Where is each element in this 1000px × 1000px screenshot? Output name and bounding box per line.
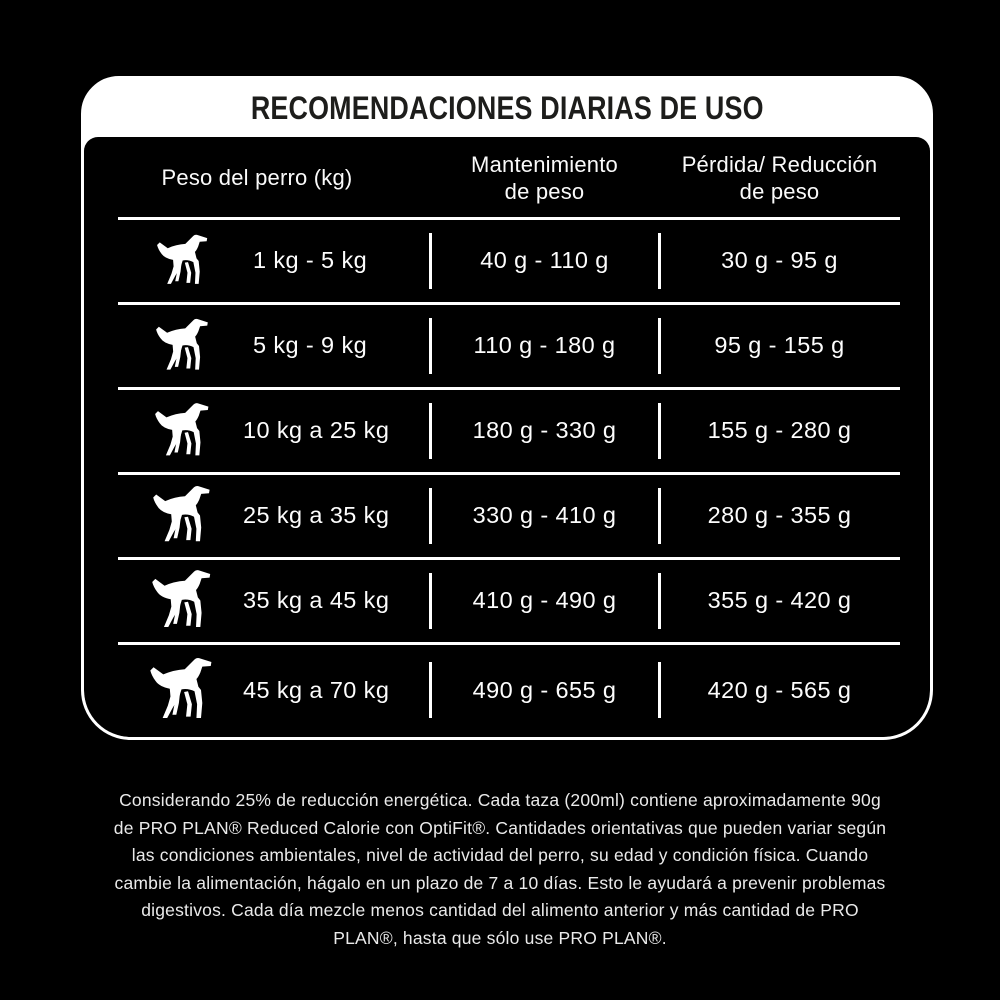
footer-line: PLAN®, hasta que sólo use PRO PLAN®. bbox=[333, 927, 667, 948]
column-divider bbox=[658, 662, 661, 718]
maintenance-amount-cell bbox=[430, 473, 659, 558]
page-title: RECOMENDACIONES DIARIAS DE USO bbox=[250, 89, 764, 126]
reduction-amount: 355 g - 420 g bbox=[707, 587, 852, 613]
table-header-row bbox=[84, 137, 930, 218]
reduction-amount-cell bbox=[659, 558, 900, 643]
weight-range: 45 kg a 70 kg bbox=[243, 676, 390, 703]
column-divider bbox=[658, 403, 661, 459]
table-row bbox=[84, 473, 930, 558]
weight-range: 5 kg - 9 kg bbox=[252, 332, 368, 358]
dog-icon-cell bbox=[133, 234, 243, 288]
dog-icon-cell bbox=[133, 318, 243, 374]
column-divider bbox=[429, 403, 432, 459]
column-divider bbox=[429, 573, 432, 629]
maintenance-amount: 490 g - 655 g bbox=[472, 676, 617, 703]
maintenance-amount-cell bbox=[430, 218, 659, 303]
maintenance-amount-cell bbox=[430, 643, 659, 737]
reduction-amount: 420 g - 565 g bbox=[707, 676, 852, 703]
maintenance-amount: 330 g - 410 g bbox=[472, 502, 617, 528]
maintenance-amount-cell bbox=[430, 558, 659, 643]
card-title-band bbox=[84, 79, 930, 137]
dog-icon-cell bbox=[133, 569, 243, 632]
column-header-reduction-label: Pérdida/ Reducción de peso bbox=[681, 151, 878, 204]
table-row bbox=[84, 303, 930, 388]
column-divider bbox=[429, 233, 432, 289]
footer-line: Considerando 25% de reducción energética. Cada taza (200ml) contiene aproximadamente 90g bbox=[119, 790, 881, 810]
table-row bbox=[84, 643, 930, 737]
maintenance-amount: 110 g - 180 g bbox=[473, 332, 616, 358]
footer-note bbox=[0, 787, 1000, 953]
column-header-weight bbox=[84, 164, 430, 191]
footer-line: de PRO PLAN® Reduced Calorie con OptiFit®. Cantidades orientativas que pueden variar según bbox=[113, 817, 887, 838]
reduction-amount-cell bbox=[659, 473, 900, 558]
column-divider bbox=[658, 488, 661, 544]
weight-range: 1 kg - 5 kg bbox=[252, 247, 368, 273]
footer-line: digestivos. Cada día mezcle menos cantidad del alimento anterior y más cantidad de PRO bbox=[141, 900, 859, 921]
column-divider bbox=[658, 233, 661, 289]
column-header-weight-label: Peso del perro (kg) bbox=[161, 165, 353, 190]
table-row bbox=[84, 558, 930, 643]
reduction-amount: 155 g - 280 g bbox=[707, 417, 852, 443]
table-row bbox=[84, 388, 930, 473]
column-divider bbox=[429, 318, 432, 374]
dog-icon bbox=[149, 657, 227, 723]
column-header-reduction bbox=[659, 151, 900, 205]
column-divider bbox=[658, 573, 661, 629]
dog-icon bbox=[151, 569, 225, 632]
column-header-maintenance-label: Mantenimiento de peso bbox=[471, 151, 618, 204]
maintenance-amount: 40 g - 110 g bbox=[480, 247, 609, 273]
maintenance-amount-cell bbox=[430, 388, 659, 473]
dog-icon bbox=[154, 402, 222, 460]
dog-icon-cell bbox=[133, 485, 243, 546]
weight-range: 35 kg a 45 kg bbox=[243, 587, 390, 613]
dog-icon bbox=[152, 485, 224, 546]
feeding-guide-card bbox=[81, 76, 933, 740]
column-divider bbox=[429, 488, 432, 544]
table-body bbox=[84, 218, 930, 737]
reduction-amount-cell bbox=[659, 303, 900, 388]
maintenance-amount: 410 g - 490 g bbox=[472, 587, 617, 613]
reduction-amount: 280 g - 355 g bbox=[707, 502, 852, 528]
reduction-amount: 95 g - 155 g bbox=[714, 332, 845, 358]
column-divider bbox=[658, 318, 661, 374]
reduction-amount-cell bbox=[659, 643, 900, 737]
weight-range: 25 kg a 35 kg bbox=[243, 502, 390, 528]
column-header-maintenance bbox=[430, 151, 659, 205]
reduction-amount-cell bbox=[659, 388, 900, 473]
table-row bbox=[84, 218, 930, 303]
maintenance-amount-cell bbox=[430, 303, 659, 388]
footer-line: cambie la alimentación, hágalo en un plazo de 7 a 10 días. Esto le ayudará a prevenir problemas bbox=[114, 872, 886, 893]
table-panel bbox=[84, 137, 930, 737]
reduction-amount-cell bbox=[659, 218, 900, 303]
dog-icon-cell bbox=[133, 402, 243, 460]
dog-icon bbox=[156, 234, 220, 288]
footer-line: las condiciones ambientales, nivel de actividad del perro, su edad y condición física. Cuando bbox=[131, 845, 869, 866]
dog-icon-cell bbox=[133, 657, 243, 723]
dog-icon bbox=[155, 318, 221, 374]
column-divider bbox=[429, 662, 432, 718]
reduction-amount: 30 g - 95 g bbox=[721, 247, 838, 273]
maintenance-amount: 180 g - 330 g bbox=[472, 417, 617, 443]
weight-range: 10 kg a 25 kg bbox=[243, 417, 390, 443]
